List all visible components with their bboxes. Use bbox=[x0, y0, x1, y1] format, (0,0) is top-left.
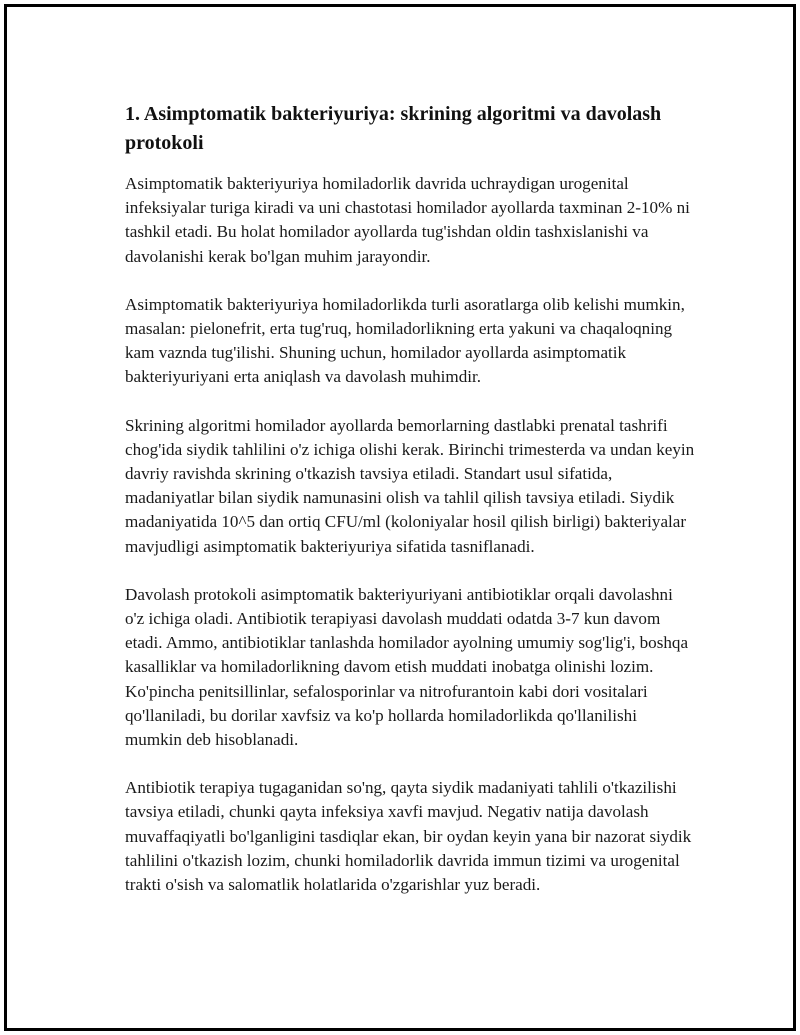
document-body bbox=[125, 100, 695, 921]
paragraph-complications: Asimptomatik bakteriyuriya homiladorlikda turli asoratlarga olib kelishi mumkin, masalan: pielonefrit, erta tug'ruq, homiladorlikning erta yakuni va chaqaloqning kam vaznda tug'ilishi. Shuning uchun, homilador ayollarda asimptomatik bakteriyuriyani erta aniqlash va davolash muhimdir. bbox=[125, 294, 685, 387]
paragraph-treatment: Davolash protokoli asimptomatik bakteriyuriyani antibiotiklar orqali davolashni o'z ichiga oladi. Antibiotik terapiyasi davolash muddati odatda 3-7 kun davom etadi. Ammo, antibiotiklar tanlashda homilador ayolning umumiy sog'lig'i, boshqa kasalliklar va homiladorlikning davom etish muddati inobatga olinishi lozim. Ko'pincha penitsillinlar, sefalosporinlar va nitrofurantoin kabi dori vositalari qo'llaniladi, bu dorilar xavfsiz va ko'p hollarda homiladorlikda qo'llanilishi mumkin deb hisoblanadi. bbox=[125, 584, 689, 750]
section-heading: 1. Asimptomatik bakteriyuriya: skrining algoritmi va davolash protokoli bbox=[125, 103, 662, 154]
paragraph-intro: Asimptomatik bakteriyuriya homiladorlik davrida uchraydigan urogenital infeksiyalar turiga kiradi va uni chastotasi homilador ayollarda taxminan 2-10% ni tashkil etadi. Bu holat homilador ayollarda tug'ishdan oldin tashxislanishi va davolanishi kerak bo'lgan muhim jarayondir. bbox=[125, 174, 690, 266]
paragraph-follow-up: Antibiotik terapiya tugaganidan so'ng, qayta siydik madaniyati tahlili o'tkazilishi tavsiya etiladi, chunki qayta infeksiya xavfi mavjud. Negativ natija davolash muvaffaqiyatli bo'lganligini tasdiqlar ekan, bir oydan keyin yana bir nazorat siydik tahlilini o'tkazish lozim, chunki homiladorlik davrida immun tizimi va urogenital trakti o'sish va salomatlik holatlarida o'zgarishlar yuz beradi. bbox=[125, 778, 692, 895]
paragraph-screening: Skrining algoritmi homilador ayollarda bemorlarning dastlabki prenatal tashrifi chog'ida siydik tahlilini o'z ichiga olishi kerak. Birinchi trimesterda va undan keyin davriy ravishda skrining o'tkazish tavsiya etiladi. Standart usul sifatida, madaniyatlar bilan siydik namunasini olish va tahlil qilish tavsiya etiladi. Siydik madaniyatida 10^5 dan ortiq CFU/ml (koloniyalar hosil qilish birligi) bakteriyalar mavjudligi asimptomatik bakteriyuriya sifatida tasniflanadi. bbox=[125, 415, 695, 556]
page-frame bbox=[4, 4, 796, 1031]
